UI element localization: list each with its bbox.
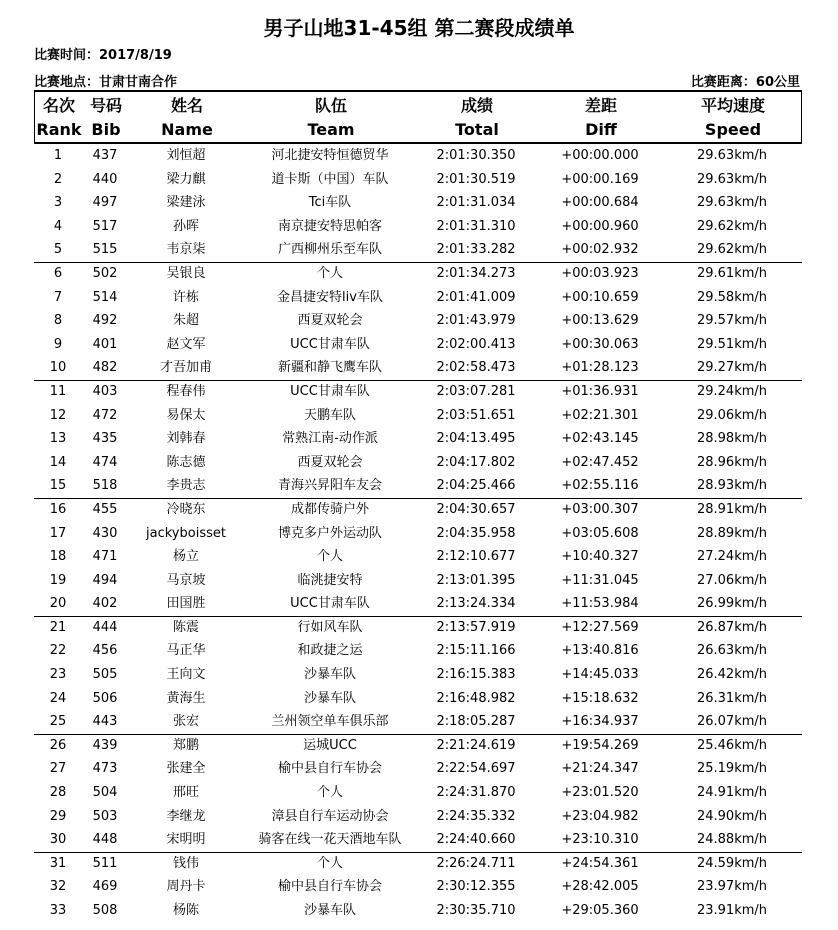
total-cell: 2:01:30.519 — [436, 171, 516, 187]
name-cell: 李贵志 — [166, 478, 206, 494]
bib-cell: 505 — [92, 667, 118, 683]
total-cell: 2:22:54.697 — [436, 761, 516, 777]
race-date: 比赛时间：2017/8/19 — [34, 48, 172, 63]
rank-cell: 32 — [49, 879, 67, 895]
bib-cell: 439 — [92, 737, 118, 753]
name-column-header — [129, 94, 245, 142]
bib-cell: 448 — [92, 832, 118, 848]
speed-cell: 23.97km/h — [696, 879, 768, 895]
group-separator — [34, 380, 802, 381]
diff-cell: +00:03.923 — [561, 265, 639, 281]
rank-cell: 20 — [49, 596, 67, 612]
rank-cell: 6 — [53, 265, 63, 281]
rank-cell: 17 — [49, 525, 67, 541]
rank-cell: 25 — [49, 714, 67, 730]
team-cell: 新疆和静飞鹰车队 — [277, 360, 382, 376]
speed-cell: 26.42km/h — [696, 667, 768, 683]
table-row — [34, 875, 802, 899]
team-cell: 西夏双轮会 — [297, 313, 363, 329]
rank-header-en: Rank — [36, 120, 82, 139]
table-row — [34, 168, 802, 192]
diff-cell: +23:01.520 — [561, 785, 639, 801]
diff-column-header — [537, 94, 665, 142]
table-row — [34, 639, 802, 663]
name-cell: 郑鹏 — [172, 737, 199, 753]
group-separator — [34, 498, 802, 499]
speed-cell: 29.57km/h — [696, 313, 768, 329]
diff-cell: +02:21.301 — [561, 407, 639, 423]
bib-cell: 437 — [92, 148, 118, 163]
name-cell: 许栋 — [172, 289, 199, 305]
name-cell: 李继龙 — [166, 808, 206, 824]
speed-cell: 27.06km/h — [696, 572, 768, 588]
diff-cell: +01:28.123 — [561, 360, 639, 376]
group-separator — [34, 616, 802, 617]
name-cell: 梁力麒 — [166, 171, 206, 187]
diff-cell: +02:47.452 — [561, 454, 639, 470]
table-row — [34, 569, 802, 593]
bib-cell: 472 — [92, 407, 118, 423]
team-cell: 沙暴车队 — [303, 903, 356, 918]
bib-cell: 473 — [92, 761, 118, 777]
table-row — [34, 805, 802, 829]
table-row — [34, 852, 802, 876]
rank-cell: 31 — [49, 855, 67, 871]
rank-cell: 16 — [49, 501, 67, 517]
name-cell: 杨立 — [172, 549, 199, 565]
bib-cell: 402 — [92, 596, 118, 612]
speed-cell: 29.24km/h — [696, 383, 768, 399]
name-cell: 钱伟 — [172, 855, 199, 871]
table-row — [34, 757, 802, 781]
bib-cell: 469 — [92, 879, 118, 895]
name-cell: 易保太 — [166, 407, 206, 423]
rank-cell: 24 — [49, 690, 67, 706]
table-row — [34, 333, 802, 357]
team-cell: 博克多户外运动队 — [277, 525, 382, 541]
table-row — [34, 380, 802, 404]
table-row — [34, 710, 802, 734]
diff-cell: +11:31.045 — [561, 572, 639, 588]
diff-cell: +00:00.000 — [561, 148, 639, 163]
diff-cell: +00:10.659 — [561, 289, 639, 305]
total-cell: 2:02:58.473 — [436, 360, 516, 376]
diff-cell: +19:54.269 — [561, 737, 639, 753]
rank-cell: 22 — [49, 643, 67, 659]
name-cell: 陈志德 — [166, 454, 206, 470]
team-cell: 道卡斯（中国）车队 — [271, 171, 389, 187]
team-cell: 青海兴昇阳车友会 — [277, 478, 382, 494]
speed-cell: 29.63km/h — [696, 171, 768, 187]
bib-cell: 518 — [92, 478, 118, 494]
name-cell: 程春伟 — [166, 383, 206, 399]
bib-cell: 443 — [92, 714, 118, 730]
speed-cell: 24.88km/h — [696, 832, 768, 848]
speed-cell: 27.24km/h — [696, 549, 768, 565]
team-cell: 金昌捷安特liv车队 — [277, 289, 383, 305]
table-row — [34, 474, 802, 498]
speed-cell: 26.07km/h — [696, 714, 768, 730]
name-cell: 黄海生 — [166, 690, 206, 706]
total-cell: 2:16:15.383 — [436, 667, 516, 683]
total-cell: 2:24:35.332 — [436, 808, 516, 824]
total-cell: 2:13:01.395 — [436, 572, 516, 588]
rank-cell: 15 — [49, 478, 67, 494]
name-cell: 田国胜 — [166, 596, 206, 612]
team-cell: 榆中县自行车协会 — [277, 879, 382, 895]
rank-cell: 23 — [49, 667, 67, 683]
rank-cell: 28 — [49, 785, 67, 801]
table-row — [34, 238, 802, 262]
diff-cell: +13:40.816 — [561, 643, 639, 659]
total-cell: 2:04:25.466 — [436, 478, 516, 494]
total-cell: 2:01:30.350 — [436, 148, 516, 163]
table-row — [34, 427, 802, 451]
bib-header-en: Bib — [91, 120, 121, 139]
race-location: 比赛地点：甘肃甘南合作 — [34, 75, 178, 90]
table-row — [34, 663, 802, 687]
diff-cell: +01:36.931 — [561, 383, 639, 399]
team-cell: 西夏双轮会 — [297, 454, 363, 470]
name-cell: 韦京柒 — [166, 242, 206, 258]
speed-cell: 29.63km/h — [696, 195, 768, 211]
team-cell: UCC甘肃车队 — [290, 383, 370, 399]
rank-cell: 27 — [49, 761, 67, 777]
name-cell: 马京坡 — [166, 572, 206, 588]
rank-cell: 9 — [53, 336, 63, 352]
team-cell: UCC甘肃车队 — [290, 596, 370, 612]
diff-cell: +29:05.360 — [561, 903, 639, 918]
diff-cell: +02:55.116 — [561, 478, 639, 494]
table-row — [34, 191, 802, 215]
diff-cell: +23:04.982 — [561, 808, 639, 824]
table-row — [34, 356, 802, 380]
name-cell: 马正华 — [166, 643, 206, 659]
name-cell: 刘韩春 — [166, 431, 206, 447]
total-cell: 2:04:35.958 — [436, 525, 516, 541]
team-cell: 个人 — [316, 265, 343, 281]
name-cell: 朱超 — [172, 313, 199, 329]
group-separator — [34, 734, 802, 735]
team-cell: 个人 — [316, 855, 343, 871]
team-cell: 漳县自行车运动协会 — [271, 808, 389, 824]
rank-cell: 13 — [49, 431, 67, 447]
diff-cell: +10:40.327 — [561, 549, 639, 565]
bib-cell: 440 — [92, 171, 118, 187]
bib-cell: 517 — [92, 218, 118, 234]
name-cell: jackyboisset — [146, 525, 226, 541]
speed-cell: 29.61km/h — [696, 265, 768, 281]
rank-cell: 18 — [49, 549, 67, 565]
table-row — [34, 215, 802, 239]
name-cell: 吴银良 — [166, 265, 206, 281]
rank-cell: 10 — [49, 360, 67, 376]
bib-cell: 444 — [92, 619, 118, 635]
bib-cell: 435 — [92, 431, 118, 447]
diff-cell: +21:24.347 — [561, 761, 639, 777]
team-header-en: Team — [307, 120, 355, 139]
name-cell: 杨陈 — [172, 903, 199, 918]
total-cell: 2:04:30.657 — [436, 501, 516, 517]
bib-cell: 401 — [92, 336, 118, 352]
total-cell: 2:18:05.287 — [436, 714, 516, 730]
race-distance: 比赛距离：60公里 — [690, 75, 800, 90]
rank-cell: 30 — [49, 832, 67, 848]
group-separator — [34, 262, 802, 263]
rank-cell: 14 — [49, 454, 67, 470]
rank-cell: 5 — [53, 242, 63, 258]
team-cell: 临洮捷安特 — [297, 572, 363, 588]
name-cell: 邢旺 — [172, 785, 199, 801]
group-separator — [34, 852, 802, 853]
team-cell: 沙暴车队 — [303, 667, 356, 683]
bib-cell: 503 — [92, 808, 118, 824]
diff-cell: +02:43.145 — [561, 431, 639, 447]
speed-cell: 26.99km/h — [696, 596, 768, 612]
rank-cell: 19 — [49, 572, 67, 588]
team-cell: Tci车队 — [308, 195, 352, 211]
team-cell: 兰州领空单车俱乐部 — [271, 714, 389, 730]
bib-cell: 506 — [92, 690, 118, 706]
total-cell: 2:13:24.334 — [436, 596, 516, 612]
speed-cell: 26.63km/h — [696, 643, 768, 659]
total-cell: 2:03:07.281 — [436, 383, 516, 399]
rank-cell: 7 — [53, 289, 63, 305]
speed-cell: 24.90km/h — [696, 808, 768, 824]
rank-cell: 8 — [53, 313, 63, 329]
team-cell: 榆中县自行车协会 — [277, 761, 382, 777]
total-header-en: Total — [455, 120, 499, 139]
table-row — [34, 451, 802, 475]
table-row — [34, 286, 802, 310]
table-row — [34, 144, 802, 168]
name-cell: 梁建泳 — [166, 195, 206, 211]
bib-header-cn: 号码 — [89, 96, 122, 115]
bib-cell: 482 — [92, 360, 118, 376]
name-header-en: Name — [161, 120, 213, 139]
team-cell: 沙暴车队 — [303, 690, 356, 706]
speed-cell: 28.96km/h — [696, 454, 768, 470]
bib-cell: 508 — [92, 903, 118, 918]
total-cell: 2:04:13.495 — [436, 431, 516, 447]
total-cell: 2:01:41.009 — [436, 289, 516, 305]
results-table-header — [34, 90, 802, 144]
team-cell: 个人 — [316, 785, 343, 801]
table-row — [34, 828, 802, 852]
total-column-header — [417, 94, 537, 142]
speed-cell: 29.27km/h — [696, 360, 768, 376]
table-row — [34, 781, 802, 805]
team-cell: 骑客在线一花天酒地车队 — [258, 832, 402, 848]
name-cell: 才吾加甫 — [159, 360, 212, 376]
page-title: 男子山地31-45组 第二赛段成绩单 — [263, 16, 575, 40]
rank-cell: 12 — [49, 407, 67, 423]
diff-cell: +03:05.608 — [561, 525, 639, 541]
diff-cell: +00:00.684 — [561, 195, 639, 211]
diff-cell: +15:18.632 — [561, 690, 639, 706]
speed-cell: 28.98km/h — [696, 431, 768, 447]
bib-cell: 456 — [92, 643, 118, 659]
table-row — [34, 592, 802, 616]
name-cell: 周丹卡 — [166, 879, 206, 895]
diff-cell: +00:00.960 — [561, 218, 639, 234]
diff-cell: +00:00.169 — [561, 171, 639, 187]
total-cell: 2:01:34.273 — [436, 265, 516, 281]
diff-cell: +00:13.629 — [561, 313, 639, 329]
diff-cell: +00:02.932 — [561, 242, 639, 258]
speed-header-cn: 平均速度 — [700, 96, 765, 115]
diff-cell: +14:45.033 — [561, 667, 639, 683]
rank-cell: 26 — [49, 737, 67, 753]
table-row — [34, 309, 802, 333]
bib-cell: 497 — [92, 195, 118, 211]
diff-cell: +28:42.005 — [561, 879, 639, 895]
speed-cell: 28.89km/h — [696, 525, 768, 541]
diff-cell: +24:54.361 — [561, 855, 639, 871]
name-cell: 张宏 — [172, 714, 199, 730]
speed-cell: 29.62km/h — [696, 242, 768, 258]
total-cell: 2:01:43.979 — [436, 313, 516, 329]
rank-cell: 33 — [49, 903, 67, 918]
speed-header-en: Speed — [704, 120, 762, 139]
rank-cell: 3 — [53, 195, 63, 211]
table-row — [34, 687, 802, 711]
speed-cell: 29.62km/h — [696, 218, 768, 234]
total-cell: 2:24:31.870 — [436, 785, 516, 801]
team-cell: 河北捷安特恒德贸华 — [271, 148, 389, 163]
name-cell: 赵文军 — [166, 336, 206, 352]
bib-cell: 471 — [92, 549, 118, 565]
total-cell: 2:30:35.710 — [436, 903, 516, 918]
total-cell: 2:13:57.919 — [436, 619, 516, 635]
bib-cell: 504 — [92, 785, 118, 801]
table-row — [34, 734, 802, 758]
team-cell: 广西柳州乐至车队 — [277, 242, 382, 258]
team-column-header — [245, 94, 417, 142]
total-cell: 2:02:00.413 — [436, 336, 516, 352]
speed-cell: 29.51km/h — [696, 336, 768, 352]
team-cell: 运城UCC — [303, 737, 357, 753]
team-cell: 和政捷之运 — [297, 643, 363, 659]
bib-cell: 494 — [92, 572, 118, 588]
speed-cell: 29.63km/h — [696, 148, 768, 163]
team-cell: 行如风车队 — [297, 619, 363, 635]
diff-header-en: Diff — [585, 120, 617, 139]
team-cell: 常熟江南-动作派 — [282, 431, 378, 447]
team-cell: 南京捷安特思帕客 — [277, 218, 382, 234]
speed-cell: 24.91km/h — [696, 785, 768, 801]
rank-cell: 29 — [49, 808, 67, 824]
name-cell: 冷晓东 — [166, 501, 206, 517]
diff-header-cn: 差距 — [584, 96, 617, 115]
name-cell: 刘恒超 — [166, 148, 206, 163]
name-cell: 张建全 — [166, 761, 206, 777]
bib-cell: 455 — [92, 501, 118, 517]
table-row — [34, 498, 802, 522]
total-cell: 2:24:40.660 — [436, 832, 516, 848]
bib-cell: 502 — [92, 265, 118, 281]
rank-cell: 11 — [49, 383, 67, 399]
team-cell: UCC甘肃车队 — [290, 336, 370, 352]
bib-cell: 515 — [92, 242, 118, 258]
speed-cell: 25.46km/h — [696, 737, 768, 753]
team-cell: 天鹏车队 — [303, 407, 356, 423]
rank-header-cn: 名次 — [42, 96, 75, 115]
total-cell: 2:01:31.034 — [436, 195, 516, 211]
diff-cell: +00:30.063 — [561, 336, 639, 352]
bib-cell: 511 — [92, 855, 118, 871]
results-table-body — [34, 144, 802, 923]
table-row — [34, 404, 802, 428]
table-row — [34, 616, 802, 640]
speed-cell: 23.91km/h — [696, 903, 768, 918]
name-cell: 宋明明 — [166, 832, 206, 848]
table-row — [34, 899, 802, 923]
bib-cell: 403 — [92, 383, 118, 399]
diff-cell: +12:27.569 — [561, 619, 639, 635]
diff-cell: +03:00.307 — [561, 501, 639, 517]
speed-column-header — [665, 94, 801, 142]
diff-cell: +23:10.310 — [561, 832, 639, 848]
table-row — [34, 262, 802, 286]
table-row — [34, 545, 802, 569]
bib-cell: 514 — [92, 289, 118, 305]
rank-cell: 21 — [49, 619, 67, 635]
rank-column-header — [35, 94, 83, 142]
total-cell: 2:01:31.310 — [436, 218, 516, 234]
bib-cell: 474 — [92, 454, 118, 470]
speed-cell: 26.31km/h — [696, 690, 768, 706]
total-cell: 2:04:17.802 — [436, 454, 516, 470]
total-header-cn: 成绩 — [460, 96, 493, 115]
team-cell: 成都传骑户外 — [290, 501, 369, 517]
bib-cell: 430 — [92, 525, 118, 541]
rank-cell: 1 — [53, 148, 63, 163]
name-cell: 陈震 — [172, 619, 199, 635]
total-cell: 2:15:11.166 — [436, 643, 516, 659]
total-cell: 2:12:10.677 — [436, 549, 516, 565]
bib-cell: 492 — [92, 313, 118, 329]
name-cell: 孙晖 — [172, 218, 199, 234]
diff-cell: +11:53.984 — [561, 596, 639, 612]
speed-cell: 29.06km/h — [696, 407, 768, 423]
diff-cell: +16:34.937 — [561, 714, 639, 730]
total-cell: 2:03:51.651 — [436, 407, 516, 423]
rank-cell: 2 — [53, 171, 63, 187]
speed-cell: 26.87km/h — [696, 619, 768, 635]
speed-cell: 24.59km/h — [696, 855, 768, 871]
table-row — [34, 522, 802, 546]
total-cell: 2:01:33.282 — [436, 242, 516, 258]
speed-cell: 29.58km/h — [696, 289, 768, 305]
name-cell: 王向文 — [166, 667, 206, 683]
total-cell: 2:21:24.619 — [436, 737, 516, 753]
speed-cell: 25.19km/h — [696, 761, 768, 777]
total-cell: 2:30:12.355 — [436, 879, 516, 895]
team-cell: 个人 — [316, 549, 343, 565]
total-cell: 2:16:48.982 — [436, 690, 516, 706]
bib-column-header — [83, 94, 129, 142]
rank-cell: 4 — [53, 218, 63, 234]
team-header-cn: 队伍 — [314, 96, 347, 115]
total-cell: 2:26:24.711 — [436, 855, 516, 871]
speed-cell: 28.93km/h — [696, 478, 768, 494]
name-header-cn: 姓名 — [170, 96, 203, 115]
speed-cell: 28.91km/h — [696, 501, 768, 517]
